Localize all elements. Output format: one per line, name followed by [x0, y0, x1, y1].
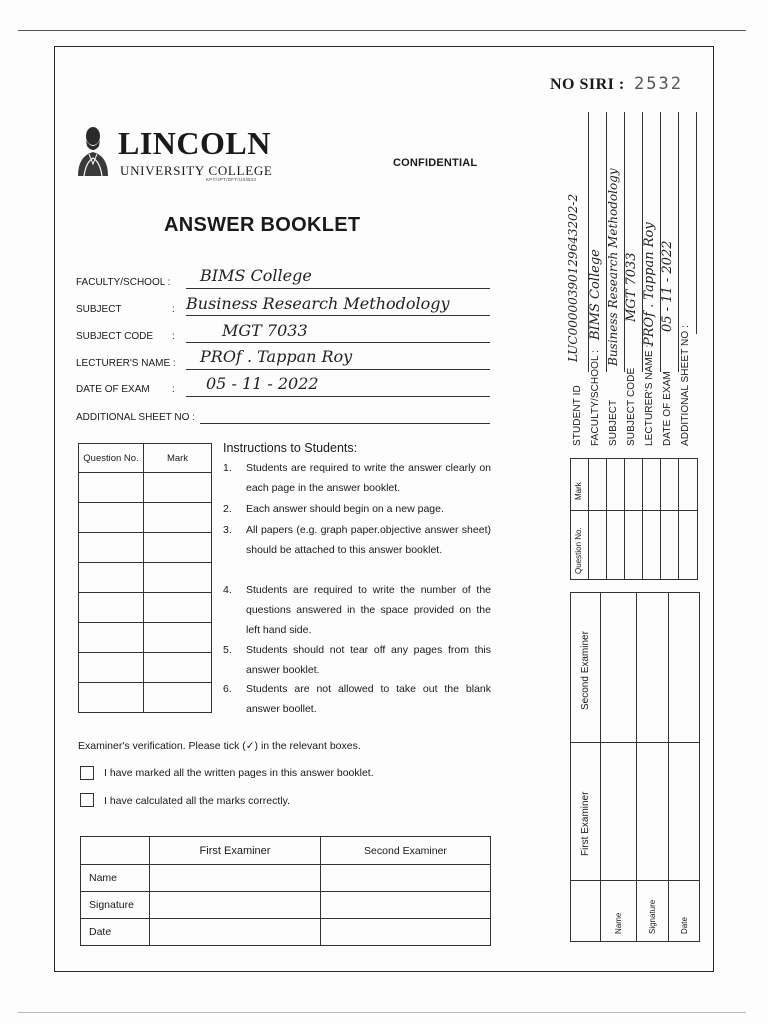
table-row: [79, 533, 212, 563]
strip-value-subject-code[interactable]: MGT 7033: [624, 252, 639, 322]
mark-cell[interactable]: [144, 533, 212, 563]
instruction-item: 1. Students are required to write the answer clearly on each page in the answer booklet.: [223, 462, 491, 494]
mark-cell[interactable]: [144, 593, 212, 623]
strip-line: [678, 112, 679, 372]
check-label-marked-pages: I have marked all the written pages in this answer booklet.: [104, 767, 374, 779]
question-cell[interactable]: [79, 683, 144, 713]
logo-name: LINCOLN: [118, 125, 271, 161]
date-of-exam-line: [186, 396, 490, 397]
strip-signature-label: Signature: [648, 899, 657, 934]
strip-line: [696, 112, 697, 334]
table-row: [81, 892, 491, 919]
first-examiner-header: First Examiner: [150, 837, 321, 865]
strip-value-date-of-exam[interactable]: 05 - 11 - 2022: [660, 240, 675, 332]
subject-code-line: [186, 342, 490, 343]
table-row: [79, 683, 212, 713]
strip-line: [668, 592, 669, 942]
table-row: [79, 653, 212, 683]
question-no-header: Question No.: [79, 444, 144, 473]
question-cell[interactable]: [79, 563, 144, 593]
second-examiner-signature-cell[interactable]: [321, 892, 491, 919]
strip-line: [678, 458, 679, 580]
top-rule: [18, 30, 746, 31]
strip-label-date-of-exam: DATE OF EXAM: [662, 371, 673, 446]
strip-label-additional-sheet: ADDITIONAL SHEET NO :: [680, 324, 691, 446]
confidential-label: CONFIDENTIAL: [393, 157, 478, 169]
lecturer-value[interactable]: PROf . Tappan Roy: [200, 347, 353, 366]
faculty-line: [186, 288, 490, 289]
strip-label-lecturer: LECTURER'S NAME :: [644, 344, 655, 446]
subject-value[interactable]: Business Research Methodology: [186, 294, 450, 313]
second-examiner-date-cell[interactable]: [321, 919, 491, 946]
strip-second-examiner: Second Examiner: [580, 631, 591, 710]
strip-value-lecturer[interactable]: PROf . Tappan Roy: [642, 222, 657, 346]
question-cell[interactable]: [79, 503, 144, 533]
strip-line: [624, 458, 625, 580]
row-label-signature: Signature: [81, 892, 150, 919]
empty-corner-cell: [81, 837, 150, 865]
strip-line: [570, 742, 700, 743]
strip-line: [636, 592, 637, 942]
instructions-title: Instructions to Students:: [223, 441, 358, 455]
table-row: [79, 623, 212, 653]
question-cell[interactable]: [79, 653, 144, 683]
lecturer-line: [186, 369, 490, 370]
table-row: [79, 563, 212, 593]
page-title: ANSWER BOOKLET: [164, 214, 361, 236]
instruction-item: 4. Students are required to write the number of the questions answered in the space provided on the left hand side.: [223, 584, 491, 636]
instruction-item: 6. Students are not allowed to take out the blank answer boollet.: [223, 683, 491, 715]
strip-line: [660, 458, 661, 580]
row-label-name: Name: [81, 865, 150, 892]
mark-header: Mark: [144, 444, 212, 473]
subject-code-value[interactable]: MGT 7033: [222, 321, 308, 340]
faculty-value[interactable]: BIMS College: [200, 266, 312, 285]
first-examiner-name-cell[interactable]: [150, 865, 321, 892]
faculty-label: FACULTY/SCHOOL :: [76, 277, 171, 288]
lecturer-label: LECTURER'S NAME :: [76, 358, 176, 369]
table-row: [79, 473, 212, 503]
table-row: [81, 919, 491, 946]
strip-label-subject: SUBJECT: [608, 399, 619, 446]
logo-registration-code: KPT/JPT/DFT/US/B33: [206, 177, 257, 182]
checkbox-marked-pages[interactable]: [80, 766, 94, 780]
strip-label-student-id: STUDENT ID: [572, 385, 583, 446]
first-examiner-signature-cell[interactable]: [150, 892, 321, 919]
date-of-exam-colon: :: [172, 384, 175, 395]
strip-mark-header: Mark: [574, 482, 583, 500]
strip-first-examiner: First Examiner: [580, 791, 591, 856]
verification-text: Examiner's verification. Please tick (✓) in the relevant boxes.: [78, 740, 361, 752]
table-row: [81, 865, 491, 892]
instruction-item: 2. Each answer should begin on a new page.: [223, 503, 444, 515]
mark-cell[interactable]: [144, 473, 212, 503]
second-examiner-header: Second Examiner: [321, 837, 491, 865]
row-label-date: Date: [81, 919, 150, 946]
strip-value-subject[interactable]: Business Research Methodology: [606, 168, 620, 366]
mark-cell[interactable]: [144, 683, 212, 713]
strip-question-no-header: Question No.: [574, 527, 583, 574]
examiner-table: [80, 836, 491, 946]
strip-line: [588, 458, 589, 580]
strip-line: [606, 458, 607, 580]
question-cell[interactable]: [79, 533, 144, 563]
subject-code-colon: :: [172, 331, 175, 342]
question-cell[interactable]: [79, 593, 144, 623]
subject-code-label: SUBJECT CODE: [76, 331, 154, 342]
strip-label-faculty: FACULTY/SCHOOL :: [590, 349, 601, 446]
question-cell[interactable]: [79, 473, 144, 503]
instruction-item: 3. All papers (e.g. graph paper.objective answer sheet) should be attached to this answer booklet.: [223, 524, 491, 556]
mark-cell[interactable]: [144, 653, 212, 683]
strip-label-subject-code: SUBJECT CODE: [626, 367, 637, 446]
strip-line: [642, 458, 643, 580]
bottom-rule: [18, 1012, 746, 1013]
serial-number-value: 2532: [634, 74, 683, 94]
instruction-item: 5. Students should not tear off any pages from this answer booklet.: [223, 644, 491, 676]
mark-cell[interactable]: [144, 563, 212, 593]
subject-line: [186, 315, 490, 316]
additional-sheet-label: ADDITIONAL SHEET NO :: [76, 412, 195, 423]
strip-name-label: Name: [614, 912, 623, 934]
mark-cell[interactable]: [144, 623, 212, 653]
lincoln-bust-logo-icon: [72, 124, 112, 176]
date-of-exam-label: DATE OF EXAM: [76, 384, 150, 395]
checkbox-calculated-marks[interactable]: [80, 793, 94, 807]
subject-label: SUBJECT: [76, 304, 122, 315]
logo-subtitle: UNIVERSITY COLLEGE: [120, 163, 273, 178]
second-examiner-name-cell[interactable]: [321, 865, 491, 892]
subject-colon: :: [172, 304, 175, 315]
question-mark-table: [78, 443, 212, 713]
strip-line: [570, 880, 700, 881]
strip-value-faculty[interactable]: BIMS College: [588, 249, 603, 340]
strip-date-label: Date: [680, 917, 689, 934]
strip-line: [600, 592, 601, 942]
question-cell[interactable]: [79, 623, 144, 653]
serial-number-label: NO SIRI :: [550, 76, 625, 93]
strip-value-student-id[interactable]: LUC00000390129643202-2: [566, 193, 580, 362]
table-row: [79, 503, 212, 533]
strip-line: [624, 112, 625, 372]
date-of-exam-value[interactable]: 05 - 11 - 2022: [206, 374, 319, 393]
check-label-calculated-marks: I have calculated all the marks correctly.: [104, 795, 290, 807]
table-row: [79, 593, 212, 623]
additional-sheet-line[interactable]: [200, 423, 490, 424]
mark-cell[interactable]: [144, 503, 212, 533]
first-examiner-date-cell[interactable]: [150, 919, 321, 946]
